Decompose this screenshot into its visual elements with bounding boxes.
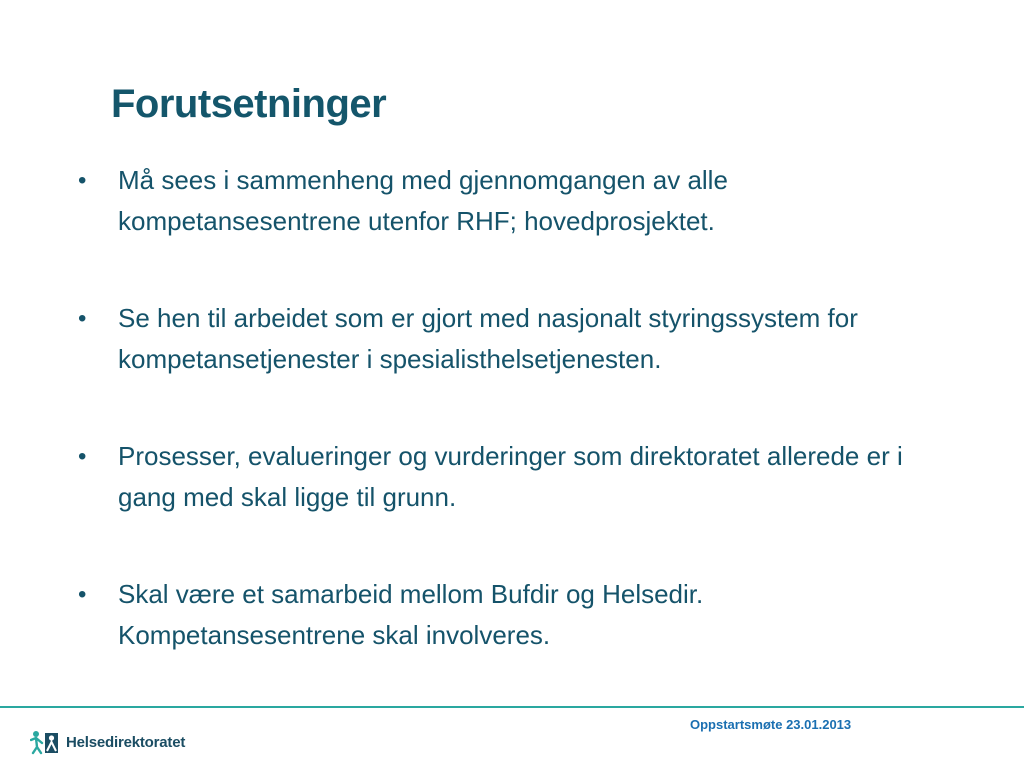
bullet-icon: • <box>78 167 87 194</box>
bullet-icon: • <box>78 581 87 608</box>
helsedirektoratet-logo <box>30 729 185 755</box>
bullet-list <box>78 160 938 712</box>
slide-title: Forutsetninger <box>111 82 387 126</box>
logo-wordmark: Helsedirektoratet <box>66 733 186 751</box>
bullet-text: Må sees i sammenheng med gjennomgangen av alle kompetansesentrene utenfor RHF; hovedprosjektet. <box>118 165 728 236</box>
bullet-icon: • <box>78 443 87 470</box>
bullet-item <box>78 574 938 656</box>
bullet-item <box>78 436 938 518</box>
bullet-text: Se hen til arbeidet som er gjort med nasjonalt styringssystem for kompetansetjenester i spesialisthelsetjenesten. <box>118 303 858 374</box>
footer-divider <box>0 706 1024 708</box>
bullet-text: Skal være et samarbeid mellom Bufdir og Helsedir. Kompetansesentrene skal involveres. <box>118 579 704 650</box>
bullet-item <box>78 160 938 242</box>
bullet-icon: • <box>78 305 87 332</box>
logo-figure-icon <box>30 729 60 755</box>
bullet-item <box>78 298 938 380</box>
bullet-text: Prosesser, evalueringer og vurderinger som direktoratet allerede er i gang med skal ligge til grunn. <box>118 441 903 512</box>
footer-meeting-date: Oppstartsmøte 23.01.2013 <box>690 717 852 732</box>
